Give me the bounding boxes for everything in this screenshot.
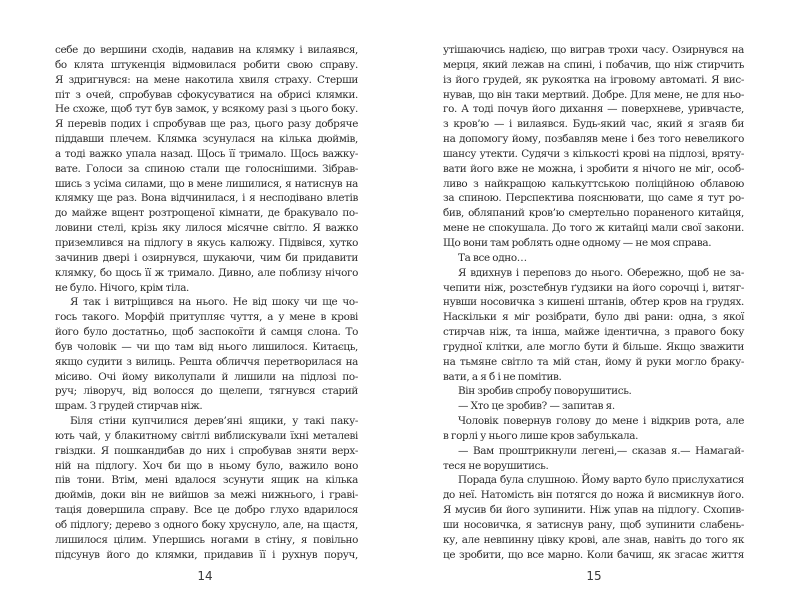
text-line: вати його вже не можна, і зробити я нічого не міг, особ- [443,162,744,175]
text-line: себе до вершини сходів, надавив на клямку і вилаявся, [55,44,358,56]
text-line: піддавши плечем. Клямка зсунулася на кілька дюймів, [55,133,358,146]
text-line: а тоді важко упала назад. Щось її тримало. Щось важку- [55,147,358,160]
text-line: — Хто це зробив? — запитав я. [458,400,615,413]
text-line: теся не ворушитись. [443,459,549,472]
page-number: 14 [197,569,213,583]
text-line: вати, а я б і не помітив. [443,370,562,383]
text-line: Він зробив спробу поворушитись. [458,385,632,398]
text-line: ній на підлогу. Хоч би що в ньому було, важило воно [55,459,358,472]
text-line: гось такого. Морфій притупляє чуття, а у мене в крові [55,311,358,324]
text-line: Наскільки я міг розібрати, було дві рани: одна, з якої [443,311,744,324]
text-line: підсунув його до клямки, придавив її і рухнув поруч, [55,548,358,561]
text-line: приземлився на підлогу в якусь калюжу. Підвівся, хутко [55,236,358,249]
text-line: до майже вщент розтрощеної кімнати, де бракувало по- [55,207,358,220]
text-line: ливо з найкращою калькуттською поліційною облавою [443,177,744,190]
page-number: 15 [586,569,602,583]
text-line: Чоловік повернув голову до мене і відкрив рота, але [458,415,744,428]
text-line: Порада була слушною. Йому варто було прислухатися [458,474,744,487]
text-line: Я так і витріщився на нього. Не від шоку чи ще чо- [70,296,358,309]
text-line: Не схоже, щоб тут був замок, у всякому разі з цього боку. [55,103,358,116]
text-line: мене не спокушала. До того ж китайці мали свої закони. [443,222,744,235]
text-line: ловини стелі, крізь яку лилося місячне світло. Я важко [55,222,358,235]
text-line: шансу утекти. Судячи з кількості крові на підлозі, вряту- [443,147,744,160]
text-line: піт з очей, спробував сфокусуватися на обрисі клямки. [55,88,358,101]
text-line: ши носовичка, я затиснув рану, щоб зупинити слабень- [443,519,744,531]
text-line: го. А тоді почув його дихання — поверхневе, уривчасте, [443,103,744,116]
text-line: стирчав ніж, та інша, майже ідентична, з правого боку [443,326,744,339]
text-line: ку, але невпинну цівку крові, але знав, навіть до того як [443,533,744,546]
text-line: його було достатньо, щоб заспокоїти й самця слона. То [55,326,358,339]
text-line: за спиною. Перспектива пояснювати, що саме я тут ро- [443,192,744,205]
page-right [400,0,800,615]
text-line: грудної клітки, але могло бути й більше. Якщо зважити [443,340,744,353]
text-line: шрам. З грудей стирчав ніж. [55,400,203,413]
text-line: Біля стіни купчилися дерев’яні ящики, у такі паку- [70,415,358,428]
text-line: утішаючись надією, що виграв трохи часу. Озирнувся на [443,44,744,56]
text-line: Та все одно… [458,251,527,264]
page-text [55,43,358,563]
text-line: із його грудей, як рукоятка на ігровому автоматі. Я вис- [443,73,744,86]
text-line: вате. Голоси за спиною стали ще голоснішими. Зібрав- [55,162,358,175]
text-line: Я здригнувся: на мене накотила хвиля страху. Стерши [55,73,358,86]
text-line: клямку, бо щось її ж тримало. Дивно, але поблизу нічого [55,266,358,279]
text-line: з кров’ю — і вилаявся. Будь-який час, який я згаяв би [443,118,744,131]
text-line: чепити ніж, розстебнув ґудзики на його сорочці і, витяг- [443,281,744,294]
text-line: руч; ліворуч, від волосся до щелепи, тягнувся старий [55,385,358,398]
text-line: тація довершила справу. Все це добро глухо вдарилося [55,504,358,517]
text-line: Я вдихнув і переповз до нього. Обережно, щоб не за- [458,266,744,279]
text-line: мерця, який лежав на спині, і побачив, що ніж стирчить [443,58,744,71]
text-line: зачинив двері і озирнувся, шукаючи, чим би придавити [55,251,358,264]
text-line: ють чай, у блакитному світлі виблискували їхні металеві [55,429,358,442]
text-line: був чоловік — чи що там від нього лишилося. Китаєць, [55,340,358,353]
text-line: дюймів, доки він не вийшов за межі нижнього, і граві- [55,489,358,502]
text-line: Я перевів подих і спробував ще раз, цього разу добряче [55,118,358,131]
text-line: якщо судити з вилиць. Решта обличчя перетворилася на [55,355,358,368]
text-line: нувши носовичка з кишені штанів, обтер кров на грудях. [443,296,744,309]
text-line: це зробити, що все марно. Коли бачиш, як згасає життя [443,548,744,561]
text-line: на допомогу йому, позбавляв мене і без того невеликого [443,133,744,146]
text-line: в горлі у нього лише кров забулькала. [443,429,639,442]
text-line: не було. Нічого, крім тіла. [55,281,189,294]
text-line: Я мусив би його зупинити. Ніж упав на підлогу. Схопив- [443,504,744,517]
text-line: нував, що він таки мертвий. Добре. Для мене, не для ньо- [443,88,744,101]
page-text [443,43,744,563]
text-line: місиво. Очі йому виколупали й лишили на підлозі по- [55,370,358,383]
text-line: — Вам проштрикнули легені,— сказав я.— Намагай- [458,444,744,457]
text-line: шись з усіма силами, що в мене лишилися, я натиснув на [55,177,358,190]
text-line: пів тони. Втім, мені вдалося зсунути ящик на кілька [55,474,358,487]
text-line: до неї. Натомість він потягся до ножа й висмикнув його. [443,489,744,502]
text-line: об підлогу; дерево з одного боку хруснуло, але, на щастя, [55,519,358,531]
text-line: лишилося цілим. Упершись ногами в стіну, я повільно [55,533,358,546]
text-line: бив, обляпаний кров’ю смертельно пораненого китайця, [443,207,744,220]
text-line: на тьмяне світло та мій стан, йому й руки могло браку- [443,355,744,368]
text-line: Що вони там роблять одне одному — не моя справа. [443,236,712,249]
text-line: бо клята штукенція відмовилася робити свою справу. [55,58,358,71]
text-line: гвіздки. Я пошкандибав до них і спробував зняти верх- [55,444,358,457]
text-line: клямку ще раз. Вона відчинилася, і я несподівано влетів [55,192,358,205]
